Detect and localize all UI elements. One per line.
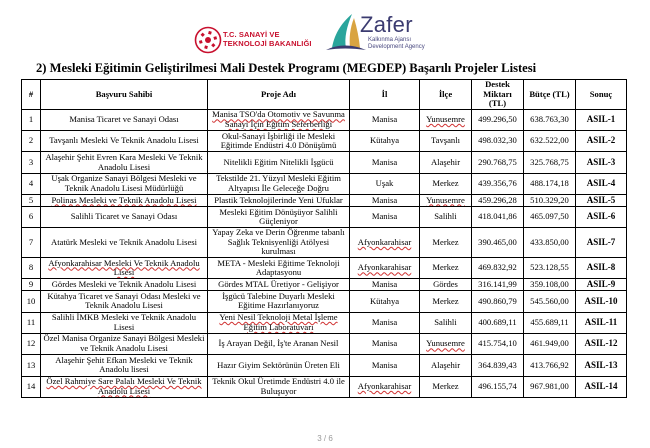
cell-ilce: Merkez: [420, 258, 472, 279]
agency-sub2: Development Agency: [368, 44, 425, 50]
table-row: [22, 173, 627, 194]
cell-il: Kütahya: [350, 131, 420, 152]
col-header-budget: Bütçe (TL): [524, 80, 576, 110]
cell-applicant: Özel Manisa Organize Sanayi Bölgesi Mesleki ve Teknik Anadolu Lisesi: [41, 333, 208, 354]
cell-support: 490.860,79: [472, 291, 524, 312]
cell-budget: 461.949,00: [524, 333, 576, 354]
cell-il: Manisa: [350, 152, 420, 173]
cell-support: 364.839,43: [472, 355, 524, 376]
cell-project: Hazır Giyim Sektörünün Üreten Eli: [208, 355, 350, 376]
cell-result: ASIL-13: [576, 355, 627, 376]
cell-applicant: Kütahya Ticaret ve Sanayi Odası Mesleki ve Teknik Anadolu Lisesi: [41, 291, 208, 312]
col-header-support: Destek Miktarı (TL): [472, 80, 524, 110]
cell-project: İş Arayan Değil, İş'te Aranan Nesil: [208, 333, 350, 354]
cell-result: ASIL-4: [576, 173, 627, 194]
table-row: [22, 109, 627, 130]
cell-project: Yapay Zeka ve Derin Öğrenme tabanlı Sağlık Teknisyenliği Atölyesi kurulması: [208, 228, 350, 258]
cell-support: 496.155,74: [472, 376, 524, 397]
col-header-result: Sonuç: [576, 80, 627, 110]
col-header-ilce: İlçe: [420, 80, 472, 110]
cell-support: 459.296,28: [472, 194, 524, 206]
cell-ilce: Merkez: [420, 376, 472, 397]
cell-result: ASIL-12: [576, 333, 627, 354]
cell-ilce: Merkez: [420, 291, 472, 312]
table-row: [22, 355, 627, 376]
ministry-emblem-icon: [194, 26, 222, 54]
cell-project: Manisa TSO'da Otomotiv ve Savunma Sanayi İçin Eğitim Seferberliği: [208, 109, 350, 130]
table-row: [22, 279, 627, 291]
cell-result: ASIL-7: [576, 228, 627, 258]
cell-support: 418.041,86: [472, 206, 524, 227]
cell-budget: 523.128,55: [524, 258, 576, 279]
cell-no: 12: [22, 333, 41, 354]
table-row: [22, 376, 627, 397]
cell-result: ASIL-1: [576, 109, 627, 130]
cell-result: ASIL-5: [576, 194, 627, 206]
cell-support: 469.832,92: [472, 258, 524, 279]
col-header-il: İl: [350, 80, 420, 110]
cell-no: 7: [22, 228, 41, 258]
ministry-line2: TEKNOLOJİ BAKANLIĞI: [223, 39, 312, 48]
cell-no: 14: [22, 376, 41, 397]
cell-no: 9: [22, 279, 41, 291]
cell-il: Uşak: [350, 173, 420, 194]
cell-project: Yeni Nesil Teknoloji Metal İşleme Eğitim Laboratuvarı: [208, 312, 350, 333]
cell-applicant: Salihli Ticaret ve Sanayi Odası: [41, 206, 208, 227]
cell-il: Afyonkarahisar: [350, 228, 420, 258]
cell-support: 290.768,75: [472, 152, 524, 173]
cell-ilce: Gördes: [420, 279, 472, 291]
cell-budget: 325.768,75: [524, 152, 576, 173]
ministry-name: [223, 30, 312, 48]
table-row: [22, 206, 627, 227]
cell-budget: 413.766,92: [524, 355, 576, 376]
cell-applicant: Gördes Mesleki ve Teknik Anadolu Lisesi: [41, 279, 208, 291]
cell-applicant: Tavşanlı Mesleki Ve Teknik Anadolu Lisesi: [41, 131, 208, 152]
table-header-row: [22, 80, 627, 110]
cell-no: 6: [22, 206, 41, 227]
cell-ilce: Alaşehir: [420, 355, 472, 376]
cell-ilce: Yunusemre: [420, 333, 472, 354]
cell-il: Manisa: [350, 194, 420, 206]
table-row: [22, 131, 627, 152]
cell-budget: 632.522,00: [524, 131, 576, 152]
cell-il: Afyonkarahisar: [350, 258, 420, 279]
cell-project: İşgücü Talebine Duyarlı Mesleki Eğitime Hazırlanıyoruz: [208, 291, 350, 312]
cell-result: ASIL-14: [576, 376, 627, 397]
cell-support: 415.754,10: [472, 333, 524, 354]
cell-ilce: Yunusemre: [420, 194, 472, 206]
cell-project: Plastik Teknolojilerinde Yeni Ufuklar: [208, 194, 350, 206]
col-header-project: Proje Adı: [208, 80, 350, 110]
cell-budget: 433.850,00: [524, 228, 576, 258]
cell-il: Afyonkarahisar: [350, 376, 420, 397]
cell-no: 10: [22, 291, 41, 312]
cell-support: 439.356,76: [472, 173, 524, 194]
cell-ilce: Alaşehir: [420, 152, 472, 173]
cell-applicant: Afyonkarahisar Mesleki Ve Teknik Anadolu Lisesi: [41, 258, 208, 279]
cell-budget: 638.763,30: [524, 109, 576, 130]
col-header-no: #: [22, 80, 41, 110]
cell-project: Gördes MTAL Üretiyor - Gelişiyor: [208, 279, 350, 291]
table-row: [22, 312, 627, 333]
cell-budget: 359.108,00: [524, 279, 576, 291]
cell-ilce: Tavşanlı: [420, 131, 472, 152]
col-header-applicant: Başvuru Sahibi: [41, 80, 208, 110]
cell-no: 1: [22, 109, 41, 130]
projects-table: [21, 79, 627, 398]
cell-il: Manisa: [350, 312, 420, 333]
page-title: 2) Mesleki Eğitimin Geliştirilmesi Mali Destek Programı (MEGDEP) Başarılı Projeler Listesi: [36, 61, 537, 75]
ministry-line1: T.C. SANAYİ VE: [223, 30, 280, 39]
cell-applicant: Atatürk Mesleki ve Teknik Anadolu Lisesi: [41, 228, 208, 258]
table-row: [22, 333, 627, 354]
page-number: 3 / 6: [317, 434, 333, 443]
cell-applicant: Manisa Ticaret ve Sanayi Odası: [41, 109, 208, 130]
cell-result: ASIL-11: [576, 312, 627, 333]
cell-no: 8: [22, 258, 41, 279]
cell-budget: 465.097,50: [524, 206, 576, 227]
cell-applicant: Salihli İMKB Mesleki ve Teknik Anadolu Lisesi: [41, 312, 208, 333]
cell-result: ASIL-2: [576, 131, 627, 152]
table-row: [22, 152, 627, 173]
table-row: [22, 228, 627, 258]
cell-project: Nitelikli Eğitim Nitelikli İşgücü: [208, 152, 350, 173]
table-row: [22, 291, 627, 312]
cell-project: Teknik Okul Üretimde Endüstri 4.0 ile Buluşuyor: [208, 376, 350, 397]
agency-name: Zafer: [360, 12, 413, 37]
cell-applicant: Özel Rahmiye Sare Palalı Mesleki Ve Teknik Anadolu Lisesi: [41, 376, 208, 397]
cell-no: 5: [22, 194, 41, 206]
cell-project: Tekstilde 21. Yüzyıl Mesleki Eğitim Altyapısı İle Geleceğe Doğru: [208, 173, 350, 194]
cell-project: Mesleki Eğitim Dönüşüyor Salihli Güçleniyor: [208, 206, 350, 227]
cell-il: Manisa: [350, 206, 420, 227]
cell-no: 4: [22, 173, 41, 194]
cell-ilce: Yunusemre: [420, 109, 472, 130]
cell-result: ASIL-10: [576, 291, 627, 312]
cell-project: Okul-Sanayi İşbirliği ile Mesleki Eğitimde Endüstri 4.0 Dönüşümü: [208, 131, 350, 152]
cell-il: Manisa: [350, 279, 420, 291]
cell-il: Manisa: [350, 109, 420, 130]
cell-no: 13: [22, 355, 41, 376]
cell-budget: 967.981,00: [524, 376, 576, 397]
cell-result: ASIL-9: [576, 279, 627, 291]
cell-il: Manisa: [350, 355, 420, 376]
cell-budget: 488.174,18: [524, 173, 576, 194]
cell-support: 400.689,11: [472, 312, 524, 333]
cell-no: 3: [22, 152, 41, 173]
cell-project: META - Mesleki Eğitime Teknoloji Adaptasyonu: [208, 258, 350, 279]
cell-support: 316.141,99: [472, 279, 524, 291]
table-row: [22, 258, 627, 279]
cell-ilce: Merkez: [420, 173, 472, 194]
cell-support: 498.032,30: [472, 131, 524, 152]
cell-support: 390.465,00: [472, 228, 524, 258]
cell-result: ASIL-8: [576, 258, 627, 279]
cell-ilce: Salihli: [420, 312, 472, 333]
cell-budget: 545.560,00: [524, 291, 576, 312]
cell-budget: 510.329,20: [524, 194, 576, 206]
cell-applicant: Alaşehir Şehit Efkan Mesleki ve Teknik Anadolu lisesi: [41, 355, 208, 376]
cell-result: ASIL-3: [576, 152, 627, 173]
cell-il: Kütahya: [350, 291, 420, 312]
cell-ilce: Salihli: [420, 206, 472, 227]
cell-result: ASIL-6: [576, 206, 627, 227]
cell-applicant: Polinas Mesleki ve Teknik Anadolu Lisesi: [41, 194, 208, 206]
cell-support: 499.296,50: [472, 109, 524, 130]
cell-applicant: Uşak Organize Sanayi Bölgesi Mesleki ve Teknik Anadolu Lisesi Müdürlüğü: [41, 173, 208, 194]
cell-no: 2: [22, 131, 41, 152]
agency-sub1: Kalkınma Ajansı: [368, 37, 412, 43]
cell-applicant: Alaşehir Şehit Evren Kara Mesleki Ve Teknik Anadolu Lisesi: [41, 152, 208, 173]
cell-budget: 455.689,11: [524, 312, 576, 333]
cell-no: 11: [22, 312, 41, 333]
logo-bar: [0, 0, 650, 60]
cell-il: Manisa: [350, 333, 420, 354]
cell-ilce: Merkez: [420, 228, 472, 258]
table-row: [22, 194, 627, 206]
